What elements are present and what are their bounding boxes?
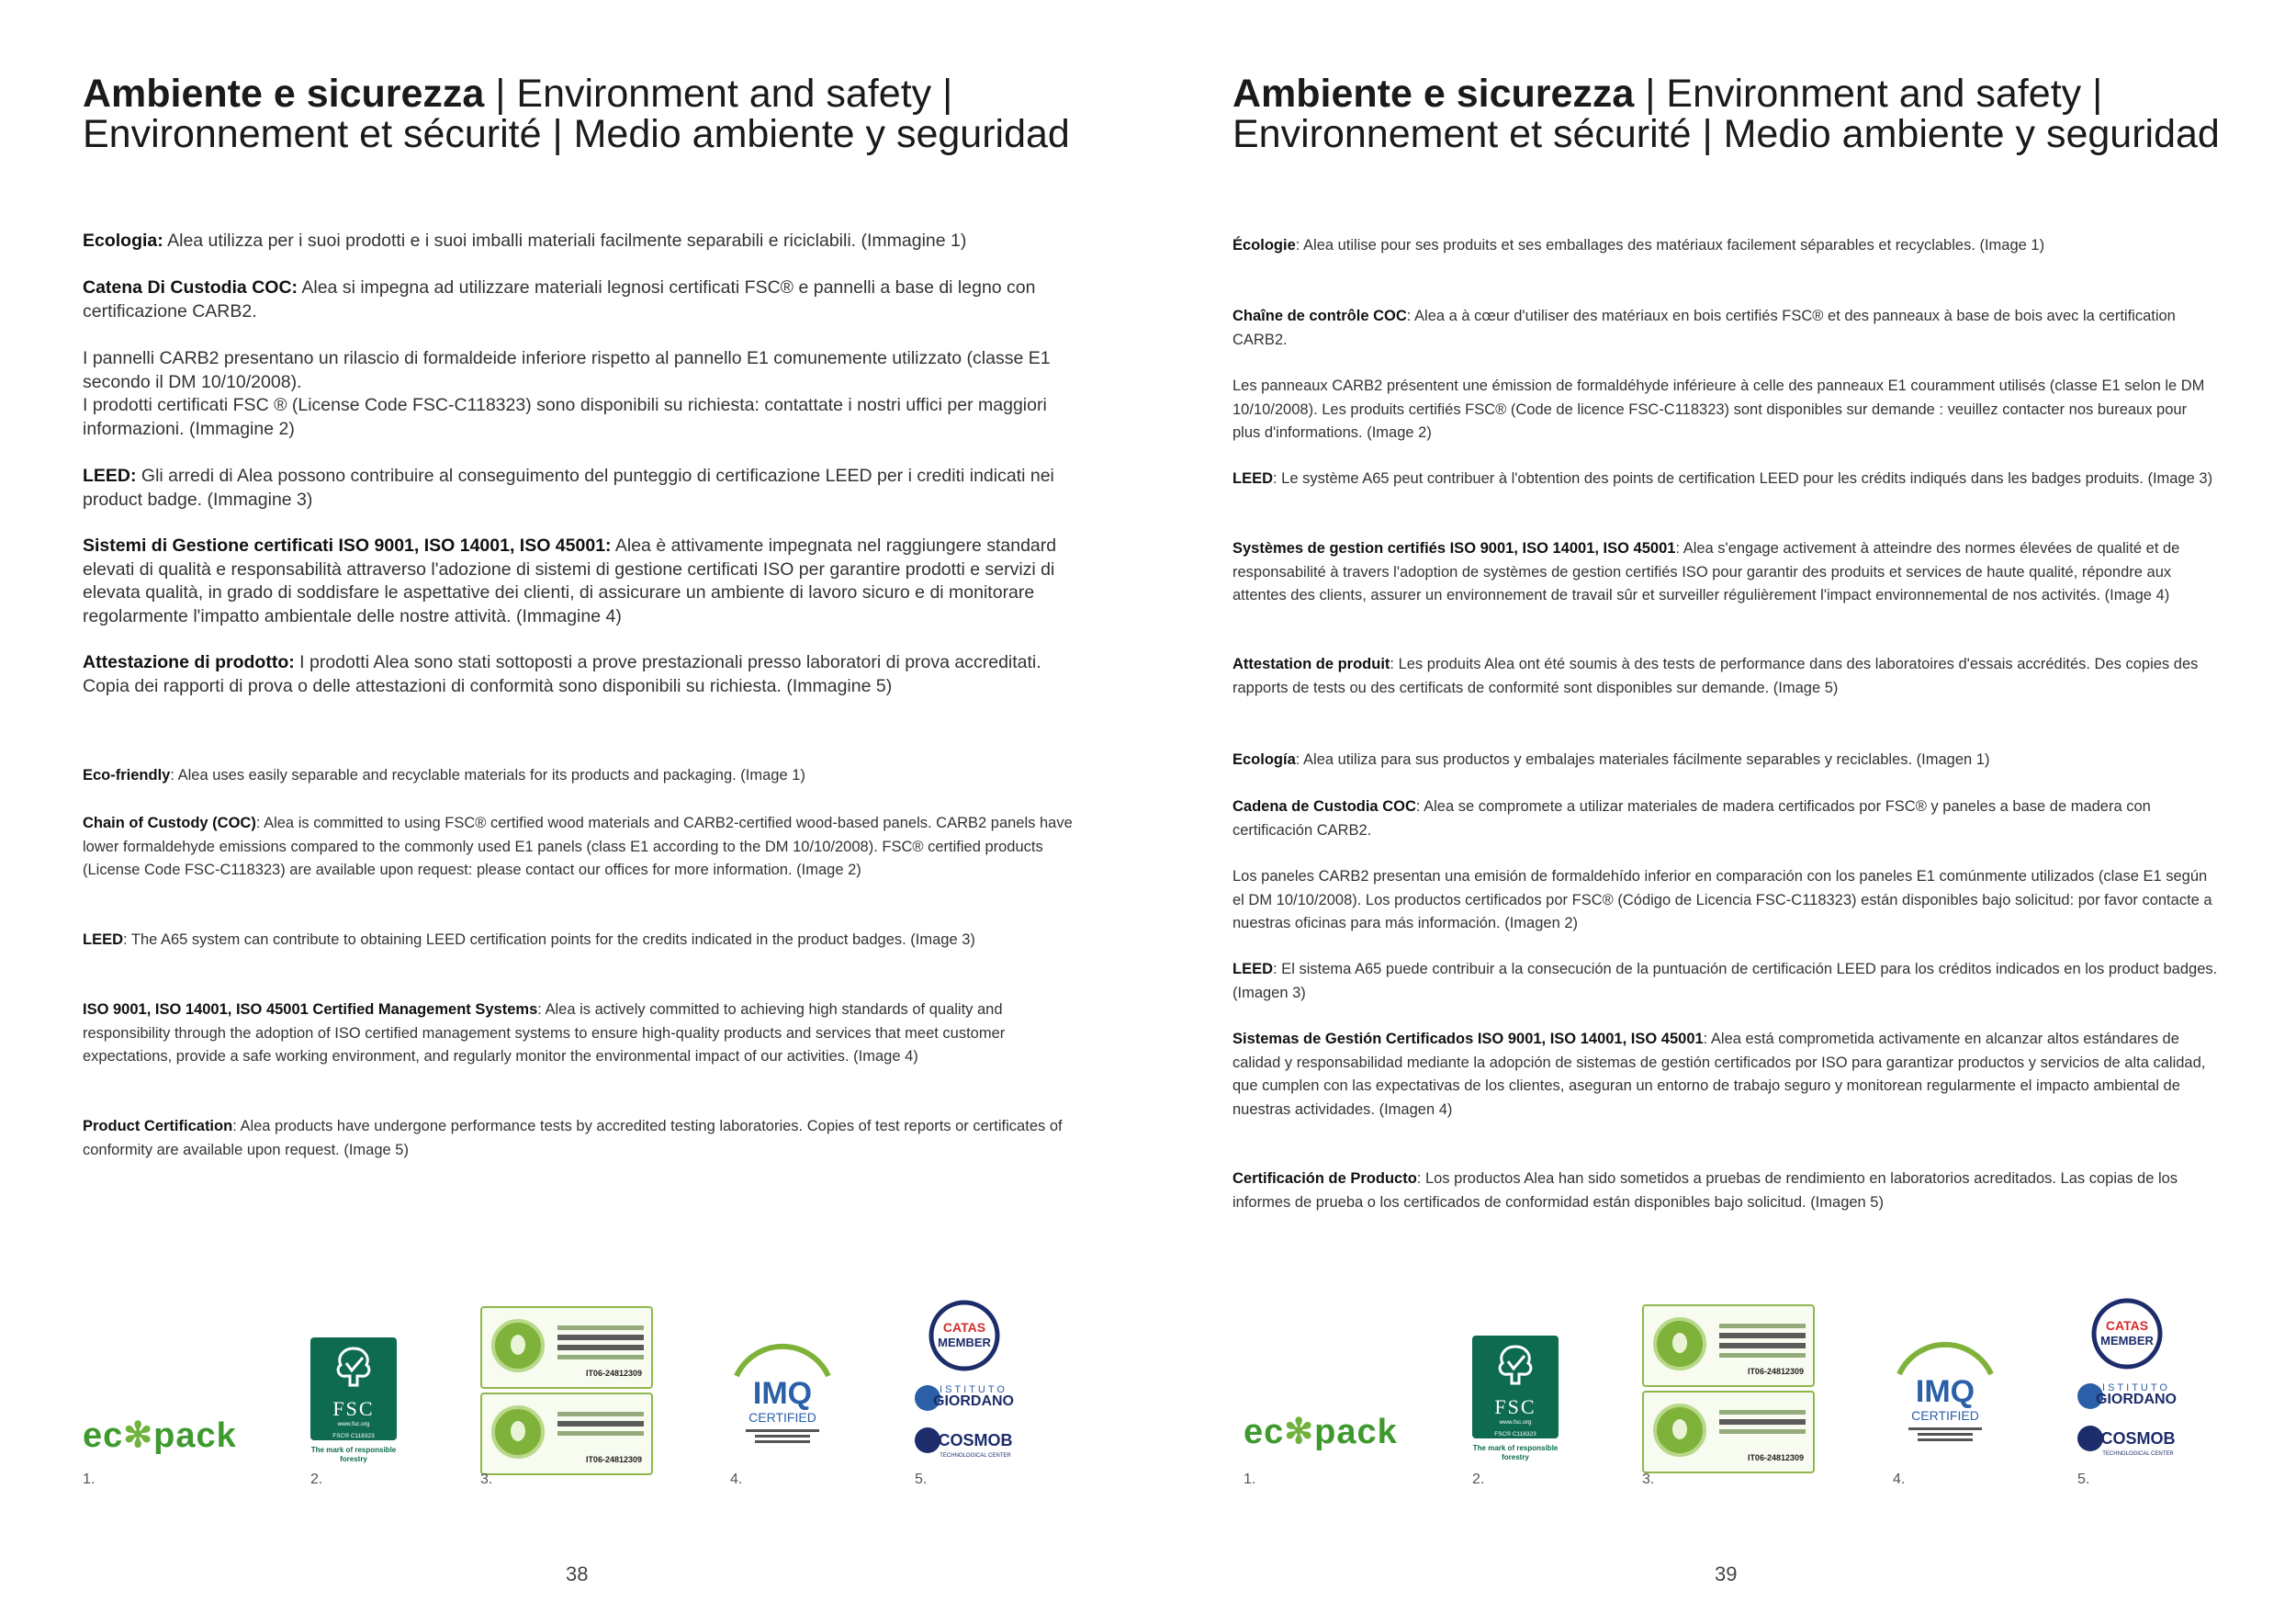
english-paragraph: [83, 929, 1056, 953]
para-text: : Alea utiliza para sus productos y embalajes materiales fácilmente separables y reciclables. (Imagen 1): [1295, 751, 1990, 768]
catas-bottom: MEMBER: [938, 1336, 991, 1349]
catas-giordano-cosmob-logo: [909, 1295, 1019, 1460]
para-text: : Alea is committed to using FSC® certified wood materials and CARB2-certified wood-based panels. CARB2 panels have lower formaldehyde emissions compared to the commonly used E1 panels (class E1 according to the DM 10/10/2008). FSC® certified products (License Code FSC-C118323) are available upon request: please contact our offices for more information. (Image 2): [83, 815, 1073, 878]
para-text: Alea si impegna ad utilizzare materiali legnosi certificati FSC® e pannelli a base di legno con certificazione CARB2.: [83, 277, 1036, 321]
para-text: I prodotti certificati FSC ® (License Code FSC-C118323) sono disponibili su richiesta: contattate i nostri uffici per maggiori informazioni. (Immagine 2): [83, 395, 1047, 439]
para-text: : The A65 system can contribute to obtaining LEED certification points for the credits indicated in the product badges. (Image 3): [123, 931, 975, 948]
leed-code: IT06-24812309: [585, 1455, 642, 1464]
fsc-url: www.fsc.org: [337, 1421, 370, 1427]
spanish-paragraph: [1232, 865, 2215, 936]
giordano-top: ISTITUTO: [940, 1384, 1007, 1395]
fsc-code: FSC® C118323: [1494, 1431, 1536, 1438]
italian-paragraph: [83, 651, 1056, 698]
italian-paragraph: [83, 535, 1075, 628]
logo-number: 3.: [1642, 1472, 1655, 1487]
spanish-paragraph: [1232, 795, 2206, 842]
para-text: : Le système A65 peut contribuer à l'obtention des points de certification LEED pour les crédits indiqués dans les badges produits. (Image 3): [1273, 470, 2213, 487]
ecopack-pack-text: pack: [1314, 1413, 1398, 1451]
para-label: Certificación de Producto: [1232, 1170, 1417, 1187]
giordano-name: GIORDANO: [933, 1393, 1014, 1409]
french-paragraph: [1232, 537, 2188, 608]
para-label: LEED: [1232, 470, 1274, 487]
english-paragraph: [83, 764, 1084, 788]
leed-badge-bottom: [1642, 1391, 1815, 1473]
logo-number: 1.: [83, 1472, 96, 1487]
fsc-logo: [310, 1337, 404, 1464]
para-text: : Alea utilise pour ses produits et ses emballages des matériaux facilement séparables et recyclables. (Image 1): [1295, 237, 2045, 254]
logo-number: 2.: [1472, 1472, 1485, 1487]
imq-sub: CERTIFIED: [1911, 1408, 1979, 1423]
catas-bottom: MEMBER: [2100, 1334, 2154, 1348]
flower-icon: ✻: [123, 1416, 154, 1455]
para-label: ISO 9001, ISO 14001, ISO 45001 Certified Management Systems: [83, 1001, 538, 1018]
para-label: Catena Di Custodia COC:: [83, 277, 298, 298]
para-text: : Alea uses easily separable and recyclable materials for its products and packaging. (Image 1): [170, 767, 805, 784]
title-bold: Ambiente e sicurezza: [1232, 72, 1635, 116]
imq-logo: [727, 1339, 838, 1449]
english-paragraph: [83, 998, 1056, 1069]
italian-paragraph: [83, 276, 1065, 323]
catas-top: CATAS: [2105, 1318, 2149, 1333]
logo-number: 1.: [1244, 1472, 1256, 1487]
ecopack-logo: [1244, 1411, 1398, 1452]
tree-check-icon: [326, 1345, 381, 1389]
logo-number: 3.: [480, 1472, 493, 1487]
catas-member-icon: [2072, 1293, 2182, 1459]
catas-giordano-cosmob-logo: [2072, 1293, 2182, 1459]
italian-paragraph: [83, 465, 1084, 512]
para-text: : Alea se compromete a utilizar materiales de madera certificados por FSC® y paneles a base de madera con certificación CARB2.: [1232, 798, 2151, 839]
fsc-name: FSC: [332, 1397, 375, 1420]
imq-logo: [1890, 1337, 2000, 1448]
title-line2: Environnement et sécurité | Medio ambiente y seguridad: [1232, 112, 2220, 156]
ecopack-eco-text: ec: [1244, 1413, 1285, 1451]
para-text: : Les produits Alea ont été soumis à des tests de performance dans des laboratoires d'essais accrédités. Des copies des rapports de tests ou des certificats de conformité sont disponibles sur demande. (Image 5): [1232, 656, 2199, 696]
french-paragraph: [1232, 468, 2215, 491]
para-label: Chain of Custody (COC): [83, 815, 256, 831]
leaf-icon: [491, 1319, 545, 1372]
imq-mark-icon: [727, 1339, 838, 1449]
spanish-paragraph: [1232, 1028, 2206, 1122]
logo-number: 5.: [2077, 1472, 2090, 1487]
tree-check-icon: [1488, 1343, 1543, 1387]
leed-code: IT06-24812309: [1747, 1453, 1804, 1462]
para-text: Alea è attivamente impegnata nel raggiungere standard elevati di qualità e responsabilità attraverso l'adozione di sistemi di gestione certificati ISO per garantire prodotti e servizi di elevata qualità, in grado di soddisfare le aspettative dei clienti, di assicurare un ambiente di lavoro sicuro e di monitorare regolarmente l'impatto ambientale delle nostre attività. (Immagine 4): [83, 536, 1057, 626]
catas-top: CATAS: [942, 1320, 986, 1335]
fsc-code: FSC® C118323: [332, 1433, 375, 1439]
para-label: Eco-friendly: [83, 767, 171, 784]
para-label: Attestazione di prodotto:: [83, 652, 295, 672]
cosmob-sub: TECHNOLOGICAL CENTER: [940, 1453, 1011, 1459]
para-text: Alea utilizza per i suoi prodotti e i suoi imballi materiali facilmente separabili e riciclabili. (Immagine 1): [163, 231, 967, 251]
para-label: Cadena de Custodia COC: [1232, 798, 1416, 815]
fsc-logo: [1472, 1336, 1566, 1462]
leaf-icon: [491, 1405, 545, 1459]
imq-mark-icon: [1890, 1337, 2000, 1448]
title-rest: | Environment and safety |: [484, 72, 953, 116]
catas-member-icon: [909, 1295, 1019, 1460]
logo-number: 4.: [1893, 1472, 1906, 1487]
leaf-icon: [1653, 1317, 1706, 1370]
french-paragraph: [1232, 234, 2215, 258]
french-paragraph: [1232, 375, 2215, 445]
page-right: [1148, 0, 2296, 1624]
page-number: 38: [566, 1562, 589, 1585]
imq-name: IMQ: [752, 1376, 813, 1411]
french-paragraph: [1232, 305, 2215, 352]
cosmob-sub: TECHNOLOGICAL CENTER: [2102, 1451, 2174, 1457]
title-bold: Ambiente e sicurezza: [83, 72, 485, 116]
flower-icon: ✻: [1284, 1413, 1315, 1451]
cosmob-name: COSMOB: [938, 1431, 1013, 1449]
para-text: Copia dei rapporti di prova o delle attestazioni di conformità sono disponibili su richiesta. (Immagine 5): [83, 675, 893, 696]
para-text: Gli arredi di Alea possono contribuire al conseguimento del punteggio di certificazione LEED per i crediti indicati nei product badge. (Immagine 3): [83, 466, 1054, 510]
para-label: Ecologia:: [83, 231, 163, 251]
ecopack-pack-text: pack: [153, 1416, 237, 1455]
fsc-caption: The mark of responsible forestry: [310, 1446, 397, 1463]
para-text: Les panneaux CARB2 présentent une émission de formaldéhyde inférieure à celle des panneaux E1 couramment utilisés (classe E1 selon le DM 10/10/2008). Les produits certifiés FSC® (Code de licence FSC-C118323) sont disponibles sur demande : veuillez contacter nos bureaux pour plus d'informations. (Image 2): [1232, 378, 2205, 441]
ecopack-eco-text: ec: [83, 1416, 124, 1455]
fsc-caption: The mark of responsible forestry: [1472, 1444, 1559, 1461]
page-title: [1232, 73, 2220, 154]
logo-number: 2.: [310, 1472, 323, 1487]
title-rest: | Environment and safety |: [1634, 72, 2103, 116]
logo-number: 5.: [915, 1472, 928, 1487]
imq-sub: CERTIFIED: [748, 1410, 816, 1425]
spanish-paragraph: [1232, 1167, 2206, 1214]
leed-code: IT06-24812309: [1747, 1367, 1804, 1376]
english-paragraph: [83, 812, 1084, 883]
para-label: LEED: [83, 931, 124, 948]
spanish-paragraph: [1232, 958, 2220, 1005]
para-label: LEED: [1232, 961, 1274, 977]
imq-name: IMQ: [1915, 1374, 1975, 1409]
spanish-paragraph: [1232, 749, 2224, 773]
english-paragraph: [83, 1115, 1084, 1162]
para-label: LEED:: [83, 466, 137, 486]
para-label: Product Certification: [83, 1118, 233, 1134]
para-label: Sistemi di Gestione certificati ISO 9001, ISO 14001, ISO 45001:: [83, 536, 612, 556]
ecopack-logo: [83, 1415, 237, 1456]
giordano-name: GIORDANO: [2096, 1392, 2177, 1407]
para-text: : Alea is actively committed to achieving high standards of quality and responsibility through the adoption of ISO certified management systems to ensure high-quality products and services that meet customer expectations, provide a safe working environment, and regularly monitor the environmental impact of our activities. (Image 4): [83, 1001, 1006, 1065]
para-label: Systèmes de gestion certifiés ISO 9001, ISO 14001, ISO 45001: [1232, 540, 1676, 557]
leed-code: IT06-24812309: [585, 1369, 642, 1378]
para-text: I prodotti Alea sono stati sottoposti a prove prestazionali presso laboratori di prova accreditati.: [294, 652, 1041, 672]
para-label: Sistemas de Gestión Certificados ISO 9001, ISO 14001, ISO 45001: [1232, 1031, 1704, 1047]
fsc-name: FSC: [1494, 1395, 1536, 1418]
para-text: : Alea products have undergone performance tests by accredited testing laboratories. Copies of test reports or certificates of conformity are available upon request. (Image 5): [83, 1118, 1063, 1158]
leed-badge-bottom: [480, 1393, 653, 1475]
title-line2: Environnement et sécurité | Medio ambiente y seguridad: [83, 112, 1070, 156]
para-text: : Los productos Alea han sido sometidos a pruebas de rendimiento en laboratorios acreditados. Las copias de los informes de prueba o los certificados de conformidad están disponibles bajo solicitud. (Imagen 5): [1232, 1170, 2178, 1211]
para-label: Attestation de produit: [1232, 656, 1390, 672]
leaf-icon: [1653, 1404, 1706, 1457]
page-number: 39: [1715, 1562, 1738, 1585]
cosmob-name: COSMOB: [2100, 1429, 2176, 1448]
para-label: Ecología: [1232, 751, 1296, 768]
page-title: [83, 73, 1070, 154]
para-text: I pannelli CARB2 presentano un rilascio di formaldeide inferiore rispetto al pannello E1 comunemente utilizzato (classe E1 secondo il DM 10/10/2008).: [83, 348, 1051, 392]
para-label: Chaîne de contrôle COC: [1232, 308, 1407, 324]
para-text: : El sistema A65 puede contribuir a la consecución de la puntuación de certificación LEED para los créditos indicados en los product badges. (Imagen 3): [1232, 961, 2218, 1001]
leed-badge-logo: [1642, 1304, 1817, 1470]
italian-paragraph: [83, 230, 1084, 254]
leed-badge-top: [480, 1306, 653, 1389]
para-label: Écologie: [1232, 237, 1296, 254]
leed-badge-logo: [480, 1306, 655, 1472]
fsc-url: www.fsc.org: [1499, 1419, 1532, 1426]
giordano-top: ISTITUTO: [2102, 1382, 2170, 1393]
french-paragraph: [1232, 653, 2220, 700]
leed-badge-top: [1642, 1304, 1815, 1387]
para-text: : Alea está comprometida activamente en alcanzar altos estándares de calidad y responsabilidad mediante la adopción de sistemas de gestión certificados por ISO para garantizar productos y servicios de alta calidad, que cumplen con las expectativas de los clientes, aseguran un entorno de trabajo seguro y monitorean regularmente el impacto ambiental de nuestras actividades. (Imagen 4): [1232, 1031, 2206, 1118]
para-text: : Alea s'engage activement à atteindre des normes élevées de qualité et de responsabilité à travers l'adoption de systèmes de gestion certifiés ISO pour garantir des produits et services de haute qualité, répondre aux attentes des clients, assurer un environnement de travail sûr et surveiller régulièrement l'impact environnemental de nos activités. (Image 4): [1232, 540, 2180, 603]
italian-paragraph: [83, 347, 1084, 441]
para-text: : Alea a à cœur d'utiliser des matériaux en bois certifiés FSC® et des panneaux à base de bois avec la certification CARB2.: [1232, 308, 2176, 348]
para-text: Los paneles CARB2 presentan una emisión de formaldehído inferior en comparación con los paneles E1 comúnmente utilizados (clase E1 según el DM 10/10/2008). Los productos certificados por FSC® (Código de Licencia FSC-C118323) están disponibles bajo solicitud: por favor contacte a nuestras oficinas para más información. (Imagen 2): [1232, 868, 2212, 931]
logo-number: 4.: [730, 1472, 743, 1487]
